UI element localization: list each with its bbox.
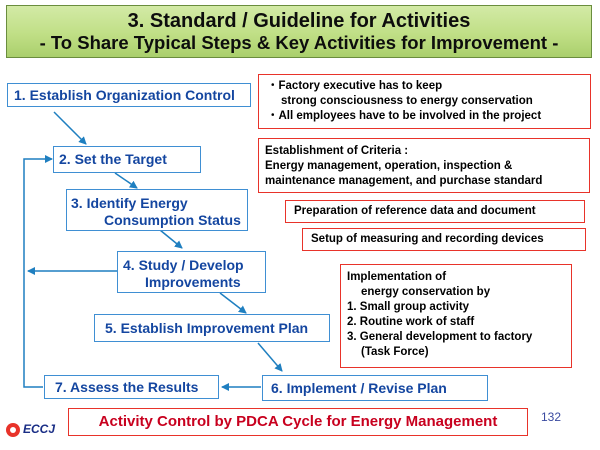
pdca-banner [68,408,528,436]
arrow-step5-to-step6 [258,343,282,371]
note-organization-control [258,74,591,129]
step-6-label: 6. Implement / Revise Plan [271,380,447,396]
step-4-line-2: Improvements [145,274,241,290]
note-measuring-text: Setup of measuring and recording devices [311,233,544,245]
step-4-line-1: 4. Study / Develop [123,257,244,273]
note-implementation-line-5: 3. General development to factory [347,331,533,343]
eccj-logo [6,421,66,441]
step-5-label: 5. Establish Improvement Plan [105,320,309,336]
step-3-line-2: Consumption Status [104,212,241,228]
arrow-step3-to-step4 [160,230,182,248]
note-organization-line-3: ・All employees have to be involved in the project [267,110,542,122]
note-criteria-line-3: maintenance management, and purchase standard [265,175,543,187]
title-line-1: 3. Standard / Guideline for Activities [127,10,471,32]
step-5-establish-improvement-plan [94,314,330,342]
step-7-assess-the-results [44,375,219,399]
eccj-logo-icon [6,423,20,437]
arrow-step1-to-step2 [54,112,86,144]
note-implementation-line-1: Implementation of [347,271,447,283]
feedback-loop-arrow [24,159,52,387]
note-reference-data [285,200,585,223]
note-criteria-line-2: Energy management, operation, inspection & [265,160,513,172]
note-organization-line-1: ・Factory executive has to keep [267,80,443,92]
pdca-text: Activity Control by PDCA Cycle for Energy Management [98,413,498,430]
note-implementation-line-3: 1. Small group activity [347,301,470,313]
note-implementation-line-4: 2. Routine work of staff [347,316,475,328]
note-implementation-line-6: (Task Force) [361,346,429,358]
note-criteria-line-1: Establishment of Criteria : [265,145,409,157]
note-measuring-devices [302,228,586,251]
step-2-label: 2. Set the Target [59,151,167,167]
title-line-2: - To Share Typical Steps & Key Activities for Improvement - [39,32,559,53]
note-implementation-line-2: energy conservation by [361,286,491,298]
arrow-step4-to-step5 [220,293,246,313]
note-establishment-of-criteria [258,138,590,193]
step-4-study-develop-improvements [117,251,266,293]
arrow-step2-to-step3 [115,173,137,188]
step-1-label: 1. Establish Organization Control [14,87,235,103]
note-implementation [340,264,572,368]
step-3-identify-energy-consumption [66,189,248,231]
page-number: 132 [541,410,562,424]
step-7-label: 7. Assess the Results [55,379,199,395]
note-organization-line-2: strong consciousness to energy conservation [281,95,533,107]
note-reference-text: Preparation of reference data and document [294,205,536,217]
step-1-establish-organization-control [7,83,251,107]
step-3-line-1: 3. Identify Energy [71,195,188,211]
step-6-implement-revise-plan [262,375,488,401]
step-2-set-the-target [53,146,201,173]
eccj-logo-text: ECCJ [23,422,56,436]
